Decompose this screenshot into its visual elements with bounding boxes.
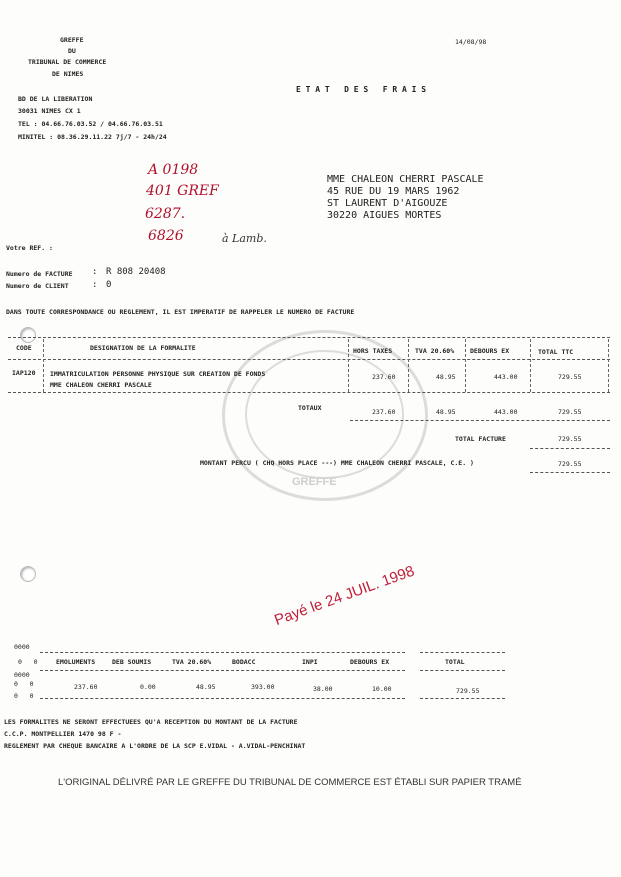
- court-line4: DE NIMES: [52, 70, 84, 78]
- montant-percu-value: 729.55: [558, 460, 582, 468]
- date: 14/08/98: [455, 38, 487, 46]
- header-debours: DEBOURS EX: [470, 347, 510, 355]
- court-minitel: MINITEL : 08.36.29.11.22 7j/7 - 24h/24: [18, 133, 167, 141]
- table-body-rule: [8, 392, 610, 393]
- summary-top-rule: [40, 652, 405, 653]
- summary-mid-rule-right: [420, 670, 505, 671]
- total-facture-label: TOTAL FACTURE: [455, 435, 506, 443]
- court-address1: BD DE LA LIBERATION: [18, 95, 93, 103]
- summary-val-debours: 10.00: [372, 685, 392, 693]
- paid-stamp: Payé le 24 JUIL. 1998: [272, 562, 417, 629]
- summary-row1-left: 0 0: [18, 658, 38, 666]
- summary-top-rule-right: [420, 652, 505, 653]
- row-hors-taxes: 237.60: [372, 373, 396, 381]
- court-line3: TRIBUNAL DE COMMERCE: [28, 58, 107, 66]
- footer-bottom-notice: L'ORIGINAL DÉLIVRÉ PAR LE GREFFE DU TRIBUNAL DE COMMERCE EST ÉTABLI SUR PAPIER TRAMÉ: [58, 777, 522, 788]
- handwritten-line2: 401 GREF: [146, 183, 219, 199]
- summary-header-total: TOTAL: [445, 658, 465, 666]
- summary-val-deb-soumis: 0.00: [140, 683, 156, 691]
- row-tva: 48.95: [436, 373, 456, 381]
- handwritten-note: à Lamb.: [222, 232, 267, 245]
- recipient-name: MME CHALEON CHERRI PASCALE: [327, 174, 484, 185]
- header-hors-taxes: HORS TAXES: [353, 347, 393, 355]
- footer-line3: REGLEMENT PAR CHEQUE BANCAIRE A L'ORDRE DE LA SCP E.VIDAL - A.VIDAL-PENCHINAT: [4, 742, 306, 750]
- header-tva: TVA 20.60%: [415, 347, 455, 355]
- handwritten-line4: 6826: [148, 228, 184, 244]
- montant-percu-rule: [530, 472, 610, 473]
- summary-row0: 0000: [14, 643, 30, 651]
- col-sep-4: [465, 339, 466, 392]
- recipient-street: 45 RUE DU 19 MARS 1962: [327, 186, 460, 197]
- summary-val-emoluments: 237.60: [74, 683, 98, 691]
- recipient-locality: ST LAURENT D'AIGOUZE: [327, 198, 448, 209]
- summary-header-inpi: INPI: [302, 658, 318, 666]
- doc-title: E T A T D E S F R A I S: [296, 85, 427, 94]
- summary-header-bodacc: BODACC: [232, 658, 256, 666]
- recipient-city: 30220 AIGUES MORTES: [327, 210, 442, 221]
- row-total: 729.55: [558, 373, 582, 381]
- summary-val-total: 729.55: [456, 687, 480, 695]
- handwritten-line1: A 0198: [148, 162, 199, 178]
- punch-hole-top: [20, 327, 36, 343]
- summary-header-emoluments: EMOLUMENTS: [56, 658, 96, 666]
- footer-line2: C.C.P. MONTPELLIER 1470 98 F -: [4, 730, 122, 738]
- row-desc1: IMMATRICULATION PERSONNE PHYSIQUE SUR CREATION DE FONDS: [50, 370, 266, 378]
- row-desc2: MME CHALEON CHERRI PASCALE: [50, 381, 152, 389]
- client-value: 0: [106, 280, 112, 290]
- totaux-total: 729.55: [558, 408, 582, 416]
- montant-percu-label: MONTANT PERCU ( CHQ HORS PLACE ---) MME CHALEON CHERRI PASCALE, C.E. ): [200, 459, 474, 467]
- votre-ref-label: Votre REF. :: [6, 244, 53, 252]
- summary-val-bodacc: 393.00: [251, 683, 275, 691]
- facture-value: R 808 20408: [106, 267, 166, 277]
- summary-val-inpi: 38.00: [313, 685, 333, 693]
- totaux-label: TOTAUX: [298, 404, 322, 412]
- col-sep-5: [530, 339, 531, 392]
- facture-label: Numero de FACTURE: [6, 270, 73, 278]
- summary-row3: 0000: [14, 671, 30, 679]
- summary-header-deb-soumis: DEB SOUMIS: [112, 658, 152, 666]
- totaux-tva: 48.95: [436, 408, 456, 416]
- total-facture-rule: [530, 448, 610, 449]
- table-top-rule: [8, 337, 610, 338]
- footer-line1: LES FORMALITES NE SERONT EFFECTUEES QU'A RECEPTION DU MONTANT DE LA FACTURE: [4, 718, 298, 726]
- summary-mid-rule: [40, 670, 405, 671]
- col-sep-3: [408, 339, 409, 392]
- summary-bottom-rule: [40, 698, 405, 699]
- court-address2: 30031 NIMES CX 1: [18, 107, 81, 115]
- total-facture-value: 729.55: [558, 435, 582, 443]
- header-code: CODE: [16, 344, 32, 352]
- court-tel: TEL : 04.66.76.03.52 / 04.66.76.03.51: [18, 120, 163, 128]
- court-line1: GREFFE: [60, 36, 84, 44]
- court-line2: DU: [68, 47, 76, 55]
- totaux-debours: 443.00: [494, 408, 518, 416]
- summary-row4-left: 0 0: [14, 692, 34, 700]
- client-colon: :: [92, 280, 98, 290]
- row-debours: 443.00: [494, 373, 518, 381]
- seal-text: GREFFE: [292, 476, 337, 488]
- totaux-hors-taxes: 237.60: [372, 408, 396, 416]
- col-sep-6: [608, 339, 609, 392]
- summary-val-tva: 48.95: [196, 683, 216, 691]
- col-sep-1: [43, 339, 44, 392]
- facture-colon: :: [92, 267, 98, 277]
- header-designation: DESIGNATION DE LA FORMALITE: [90, 344, 196, 352]
- row-code: IAP120: [12, 369, 36, 377]
- totaux-rule: [350, 420, 610, 421]
- summary-row2-left: 0 0: [14, 680, 34, 688]
- summary-bottom-rule-right: [420, 698, 505, 699]
- punch-hole-bottom: [20, 566, 36, 582]
- client-label: Numero de CLIENT: [6, 282, 69, 290]
- handwritten-line3: 6287.: [145, 206, 186, 222]
- table-header-rule: [8, 359, 610, 360]
- col-sep-2: [348, 339, 349, 392]
- summary-header-tva: TVA 20.60%: [172, 658, 212, 666]
- header-total: TOTAL TTC: [538, 348, 574, 356]
- summary-header-debours: DEBOURS EX: [350, 658, 390, 666]
- correspondence-notice: DANS TOUTE CORRESPONDANCE OU REGLEMENT, IL EST IMPERATIF DE RAPPELER LE NUMERO DE FACTURE: [6, 308, 355, 316]
